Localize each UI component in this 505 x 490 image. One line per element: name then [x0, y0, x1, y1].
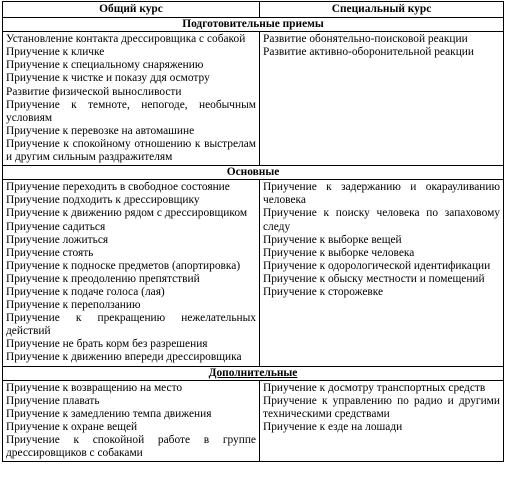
section-row-additional [3, 366, 504, 380]
list-item: Приучение к движению впереди дрессировщика [6, 351, 242, 364]
list-item: Приучение к спокойному отношению к выстрелам и другим сильным раздражителям [6, 137, 256, 164]
list-item: Установление контакта дрессировщика с собакой [6, 33, 246, 46]
list-item: Приучение к подноске предметов (апортировка) [6, 259, 241, 272]
list-item: Приучение к специальному снаряжению [6, 59, 204, 72]
list-item: Приучение к переползанию [6, 299, 141, 312]
list-item: Приучение к спокойной работе в группе дрессировщиков с собаками [6, 434, 256, 460]
list-item: Приучение к поиску человека по запаховому следу [263, 207, 500, 233]
list-item: Развитие обонятельно-поисковой реакции [263, 33, 468, 46]
list-item: Приучение плавать [6, 394, 100, 407]
list-item: Развитие физической выносливости [6, 85, 182, 98]
list-item: Приучение ложиться [6, 233, 109, 246]
training-course-table [2, 1, 504, 462]
list-item: Приучение к обыску местности и помещений [263, 272, 485, 285]
list-item: Развитие активно-оборонительной реакции [263, 46, 474, 59]
list-item: Приучение к возвращению на место [6, 381, 183, 394]
list-item: Приучение к охране вещей [6, 420, 138, 433]
list-item: Приучение к езде на лошади [263, 420, 403, 433]
list-item: Приучение к выборке вещей [263, 233, 402, 246]
section-title: Основные [3, 166, 504, 180]
section-content-row [3, 32, 504, 166]
list-item: Приучение к сторожевке [263, 285, 384, 298]
list-item: Приучение к подаче голоса (лая) [6, 285, 165, 298]
list-item: Приучение к досмотру транспортных средств [263, 381, 486, 394]
section-title: Подготовительные приемы [3, 18, 504, 32]
list-item: Приучение подходить к дрессировщику [6, 194, 200, 207]
section-row-preparatory [3, 18, 504, 32]
section-content-row [3, 380, 504, 462]
list-item: Приучение к задержанию и окарауливанию человека [263, 181, 500, 207]
section-row-main [3, 166, 504, 180]
list-item: Приучение к кличке [6, 46, 105, 59]
header-general-course: Общий курс [3, 2, 260, 18]
list-item: Приучение стоять [6, 246, 94, 259]
list-item: Приучение к движению рядом с дрессировщиком [6, 207, 248, 220]
special-course-cell [260, 180, 504, 366]
section-content-row [3, 180, 504, 366]
list-item: Приучение к чистке и показу ддя осмотру [6, 72, 210, 85]
special-course-cell [260, 32, 504, 166]
general-course-cell [3, 32, 260, 166]
general-course-cell [3, 180, 260, 366]
list-item: Приучение к прекращению нежелательных действий [6, 312, 256, 338]
list-item: Приучение к замедлению темпа движения [6, 407, 212, 420]
list-item: Приучение не брать корм без разрешения [6, 338, 208, 351]
list-item: Приучение к темноте, непогоде, необычным условиям [6, 98, 256, 124]
list-item: Приучение к перевозке на автомашине [6, 124, 195, 137]
list-item: Приучение переходить в свободное состояние [6, 181, 230, 194]
general-course-cell [3, 380, 260, 462]
list-item: Приучение к управлению по радио и другими техническими средствами [263, 394, 500, 420]
list-item: Приучение садиться [6, 220, 106, 233]
list-item: Приучение к одорологической идентификации [263, 259, 491, 272]
list-item: Приучение к преодолению препятствий [6, 272, 200, 285]
special-course-cell [260, 380, 504, 462]
header-special-course: Специальный курс [260, 2, 504, 18]
list-item: Приучение к выборке человека [263, 246, 415, 259]
header-row [3, 2, 504, 18]
section-title: Дополнительные [3, 366, 504, 380]
